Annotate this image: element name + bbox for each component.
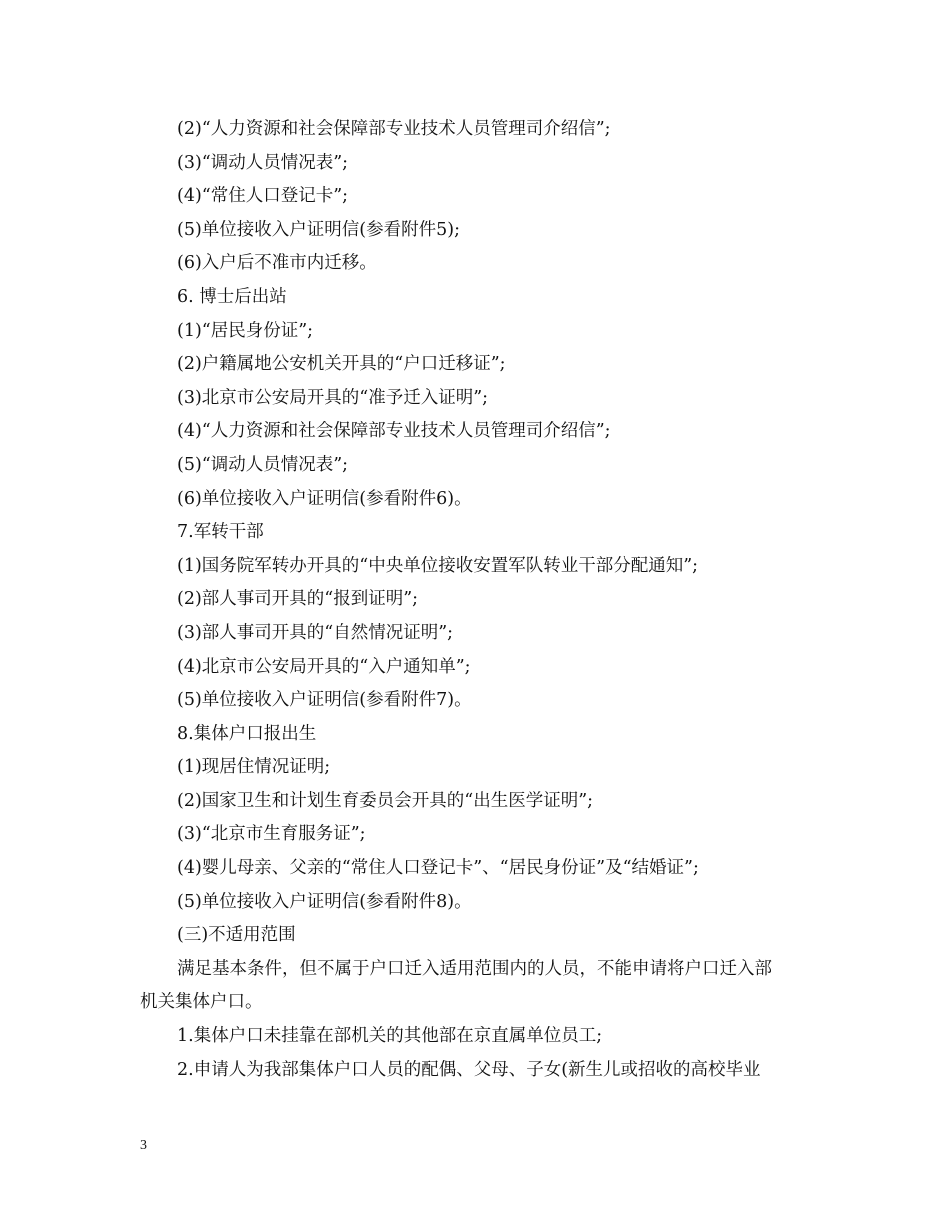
paragraph-line: 满足基本条件，但不属于户口迁入适用范围内的人员，不能申请将户口迁入部 [177,958,772,979]
text-line: (3)部人事司开具的“自然情况证明”; [177,622,454,643]
text-line: 2.申请人为我部集体户口人员的配偶、父母、子女(新生儿或招收的高校毕业 [177,1059,761,1080]
section-heading: 7.军转干部 [177,522,264,543]
text-line: (6)入户后不准市内迁移。 [177,253,377,274]
page-number: 3 [140,1138,147,1153]
text-line: 1.集体户口未挂靠在部机关的其他部在京直属单位员工; [177,1026,603,1047]
text-line: (1)“居民身份证”; [177,320,314,341]
text-line: (5)单位接收入户证明信(参看附件8)。 [177,891,472,912]
text-line: (1)国务院军转办开具的“中央单位接收安置军队转业干部分配通知”; [177,555,699,576]
text-line: (4)“人力资源和社会保障部专业技术人员管理司介绍信”; [177,421,611,442]
text-line: (4)“常住人口登记卡”; [177,186,349,207]
text-line: (1)现居住情况证明; [177,757,331,778]
paragraph-line: 机关集体户口。 [140,992,263,1013]
text-line: (5)单位接收入户证明信(参看附件7)。 [177,690,472,711]
document-body [140,113,820,1087]
text-line: (3)北京市公安局开具的“准予迁入证明”; [177,387,489,408]
text-line: (3)“调动人员情况表”; [177,152,349,173]
text-line: (5)“调动人员情况表”; [177,454,349,475]
text-line: (4)北京市公安局开具的“入户通知单”; [177,656,471,677]
section-heading: 8.集体户口报出生 [177,723,317,744]
text-line: (6)单位接收入户证明信(参看附件6)。 [177,488,472,509]
text-line: (2)国家卫生和计划生育委员会开具的“出生医学证明”; [177,790,594,811]
text-line: (3)“北京市生育服务证”; [177,824,366,845]
text-line: (2)户籍属地公安机关开具的“户口迁移证”; [177,354,506,375]
text-line: (2)部人事司开具的“报到证明”; [177,589,419,610]
text-line: (5)单位接收入户证明信(参看附件5); [177,219,460,240]
section-heading: (三)不适用范围 [177,925,296,946]
text-line: (2)“人力资源和社会保障部专业技术人员管理司介绍信”; [177,119,611,139]
section-heading: 6. 博士后出站 [177,286,287,307]
text-line: (4)婴儿母亲、父亲的“常住人口登记卡”、“居民身份证”及“结婚证”; [177,858,699,879]
